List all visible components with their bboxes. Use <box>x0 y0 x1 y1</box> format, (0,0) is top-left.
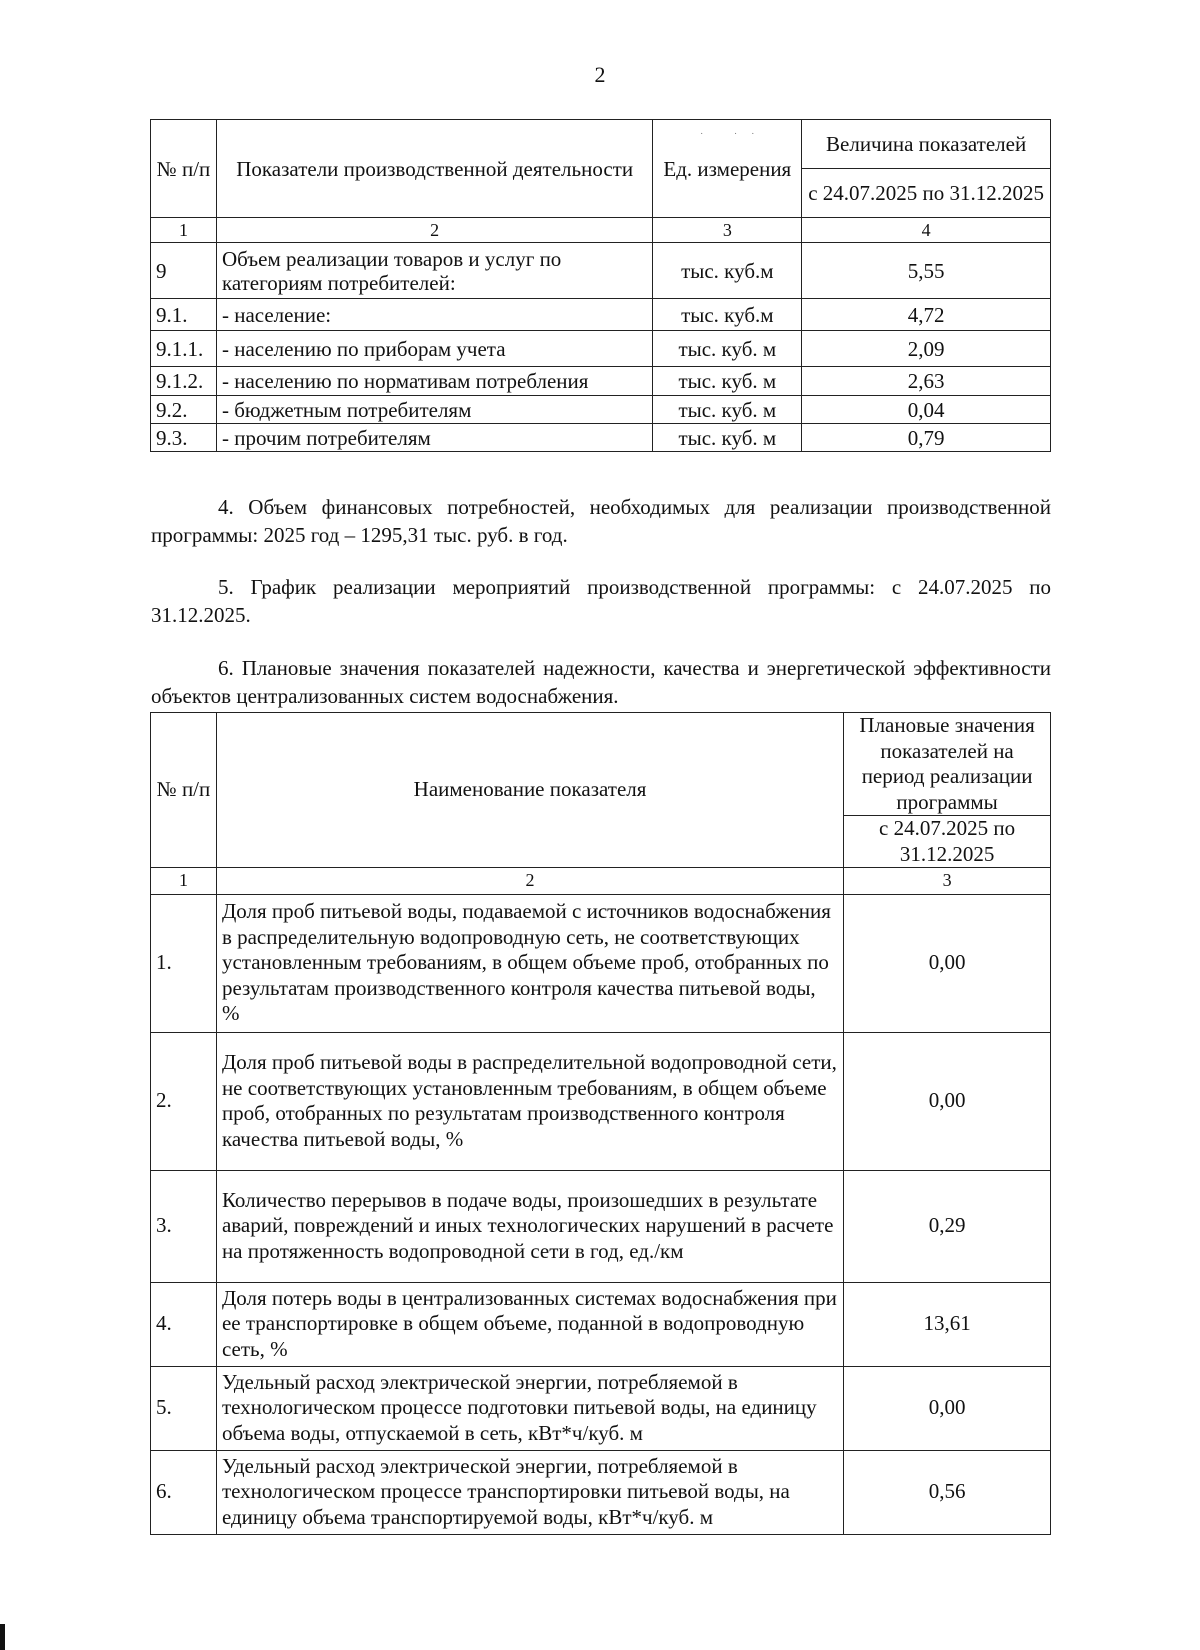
table-row <box>151 1170 1051 1282</box>
table2-colnum: 3 <box>844 868 1051 895</box>
row-value: 0,00 <box>844 1366 1051 1450</box>
row-name: Доля проб питьевой воды в распределительной водопроводной сети, не соответствующих установленным требованиям, в общем объеме проб, отобранных по результатам производственного контроля качества питьевой воды, % <box>216 1032 843 1170</box>
row-num: 4. <box>151 1282 217 1366</box>
row-value: 0,00 <box>844 1032 1051 1170</box>
row-value: 0,04 <box>802 396 1051 424</box>
table-row <box>151 1366 1051 1450</box>
table2-header-num: № п/п <box>151 713 217 868</box>
row-num: 9.1.1. <box>151 331 217 367</box>
table-row <box>151 367 1051 396</box>
table2-header-name: Наименование показателя <box>216 713 843 868</box>
table1-colnum: 2 <box>216 218 652 243</box>
row-num: 9.1.2. <box>151 367 217 396</box>
row-value: 2,09 <box>802 331 1051 367</box>
row-value: 0,29 <box>844 1170 1051 1282</box>
table-row <box>151 396 1051 424</box>
row-num: 9.1. <box>151 299 217 331</box>
table2-column-numbers <box>151 868 1051 895</box>
table1-colnum: 3 <box>653 218 802 243</box>
scan-edge-mark <box>0 1624 5 1650</box>
paragraph-planned-values: 6. Плановые значения показателей надежности, качества и энергетической эффективности объектов централизованных систем водоснабжения. <box>151 656 1051 708</box>
row-name: Удельный расход электрической энергии, потребляемой в технологическом процессе транспортировки питьевой воды, на единицу объема транспортируемой воды, кВт*ч/куб. м <box>216 1450 843 1534</box>
table-row <box>151 299 1051 331</box>
table-row <box>151 331 1051 367</box>
row-unit: тыс. куб.м <box>653 299 802 331</box>
row-name: - населению по нормативам потребления <box>216 367 652 396</box>
table1-header-period: с 24.07.2025 по 31.12.2025 <box>802 169 1051 218</box>
table1-column-numbers <box>151 218 1051 243</box>
row-value: 0,56 <box>844 1450 1051 1534</box>
table2-header-period: с 24.07.2025 по 31.12.2025 <box>844 816 1051 868</box>
table1-colnum: 4 <box>802 218 1051 243</box>
page-number: 2 <box>594 62 606 87</box>
reliability-quality-table <box>150 712 1051 1535</box>
row-name: Доля проб питьевой воды, подаваемой с источников водоснабжения в распределительную водопроводную сеть, не соответствующих установленным требованиям, в общем объеме проб, отобранных по результатам производственного контроля качества питьевой воды, % <box>216 894 843 1032</box>
row-value: 0,00 <box>844 894 1051 1032</box>
production-indicators-table <box>150 119 1051 452</box>
row-num: 5. <box>151 1366 217 1450</box>
row-name: - население: <box>216 299 652 331</box>
row-name: - прочим потребителям <box>216 424 652 452</box>
table1-header-indicator: Показатели производственной деятельности <box>216 120 652 218</box>
row-value: 13,61 <box>844 1282 1051 1366</box>
scan-noise: ˙ ˙˙ <box>700 132 769 143</box>
table1-header-row <box>151 120 1051 169</box>
table-row <box>151 894 1051 1032</box>
table-row <box>151 1450 1051 1534</box>
row-unit: тыс. куб. м <box>653 396 802 424</box>
row-value: 5,55 <box>802 243 1051 299</box>
row-num: 9.2. <box>151 396 217 424</box>
table1-header-num: № п/п <box>151 120 217 218</box>
row-num: 2. <box>151 1032 217 1170</box>
table1-header-value-group: Величина показателей <box>802 120 1051 169</box>
table1-colnum: 1 <box>151 218 217 243</box>
row-name: Количество перерывов в подаче воды, произошедших в результате аварий, повреждений и иных технологических нарушений в расчете на протяженность водопроводной сети в год, ед./км <box>216 1170 843 1282</box>
row-num: 1. <box>151 894 217 1032</box>
row-name: - бюджетным потребителям <box>216 396 652 424</box>
row-name: - населению по приборам учета <box>216 331 652 367</box>
row-value: 2,63 <box>802 367 1051 396</box>
row-num: 3. <box>151 1170 217 1282</box>
row-name: Удельный расход электрической энергии, потребляемой в технологическом процессе подготовки питьевой воды, на единицу объема воды, отпускаемой в сеть, кВт*ч/куб. м <box>216 1366 843 1450</box>
row-unit: тыс. куб.м <box>653 243 802 299</box>
paragraph-schedule: 5. График реализации мероприятий производственной программы: с 24.07.2025 по 31.12.2025. <box>151 575 1051 627</box>
table2-colnum: 1 <box>151 868 217 895</box>
row-value: 4,72 <box>802 299 1051 331</box>
row-num: 9.3. <box>151 424 217 452</box>
row-unit: тыс. куб. м <box>653 331 802 367</box>
table2-header-value-group: Плановые значения показателей на период реализации программы <box>844 713 1051 816</box>
paragraph-financial-needs: 4. Объем финансовых потребностей, необходимых для реализации производственной программы: 2025 год – 1295,31 тыс. руб. в год. <box>151 495 1051 547</box>
table-row <box>151 1282 1051 1366</box>
row-num: 9 <box>151 243 217 299</box>
table-row <box>151 243 1051 299</box>
row-name: Доля потерь воды в централизованных системах водоснабжения при ее транспортировке в общем объеме, поданной в водопроводную сеть, % <box>216 1282 843 1366</box>
row-unit: тыс. куб. м <box>653 424 802 452</box>
row-name: Объем реализации товаров и услуг по категориям потребителей: <box>216 243 652 299</box>
row-num: 6. <box>151 1450 217 1534</box>
table2-header-row <box>151 713 1051 816</box>
table-row <box>151 1032 1051 1170</box>
table-row <box>151 424 1051 452</box>
row-unit: тыс. куб. м <box>653 367 802 396</box>
table1-header-unit: Ед. измерения <box>653 120 802 218</box>
row-value: 0,79 <box>802 424 1051 452</box>
table2-colnum: 2 <box>216 868 843 895</box>
